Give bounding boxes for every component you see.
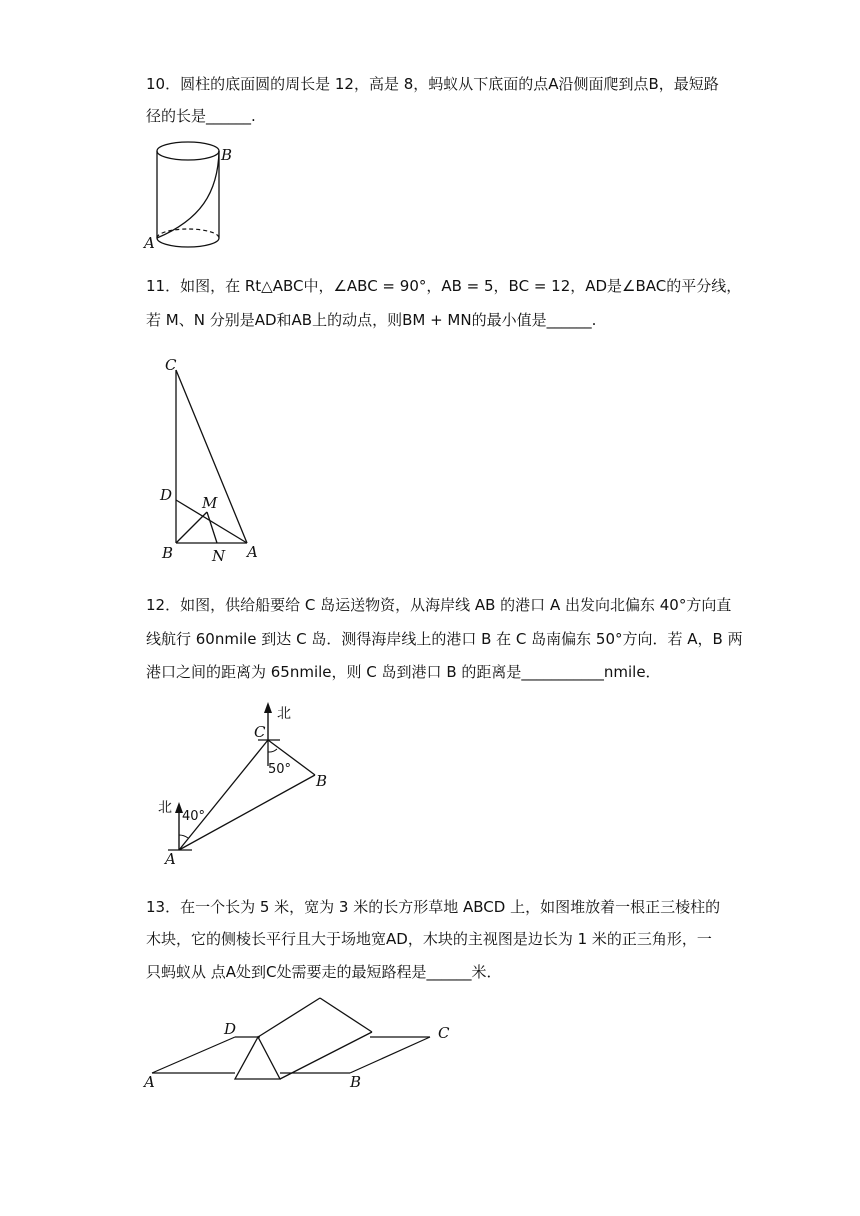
triangle-label-n: N [212,547,226,565]
right-triangle-figure [150,350,270,570]
problem-10-line-2: 径的长是______. [146,107,256,125]
problem-13-line-2: 木块，它的侧棱长平行且大于场地宽AD，木块的主视图是边长为 1 米的正三角形，一 [146,930,712,948]
prism-label-a: A [144,1073,155,1091]
problem-11-line-1: 11．如图，在 Rt△ABC中，∠ABC = 90°，AB = 5，BC = 12，AD是∠BAC的平分线， [146,277,742,295]
triangle-label-a: A [247,543,258,561]
problem-12-line-2: 线航行 60nmile 到达 C 岛．测得海岸线上的港口 B 在 C 岛南偏东 50°方向．若 A，B 两 [146,630,743,648]
prism-label-c: C [438,1024,450,1042]
angle-label-40: 40° [182,809,206,824]
cylinder-label-a: A [144,234,155,252]
problem-13-line-1: 13．在一个长为 5 米，宽为 3 米的长方形草地 ABCD 上，如图堆放着一根正三棱柱的 [146,898,721,916]
prism-label-b: B [350,1073,362,1091]
angle-label-50: 50° [268,762,292,777]
triangle-label-m: M [202,494,218,512]
triangle-label-c: C [165,356,177,374]
cylinder-label-b: B [221,146,233,164]
problem-12-line-3: 港口之间的距离为 65nmile，则 C 岛到港口 B 的距离是___________nmile． [146,663,661,681]
triangle-label-d: D [160,486,173,504]
nav-label-c: C [254,723,266,741]
problem-10-line-1: 10．圆柱的底面圆的周长是 12，高是 8，蚂蚁从下底面的点A沿侧面爬到点B，最短路 [146,75,719,93]
north-label-c: 北 [277,706,291,722]
problem-12-line-1: 12．如图，供给船要给 C 岛运送物资，从海岸线 AB 的港口 A 出发向北偏东 40°方向直 [146,596,732,614]
cylinder-figure [140,138,250,258]
problem-11-line-2: 若 M、N 分别是AD和AB上的动点，则BM + MN的最小值是______. [146,311,597,329]
north-label-a: 北 [158,800,172,816]
triangle-label-b: B [162,544,174,562]
prism-figure [140,990,470,1095]
nav-label-a: A [165,850,176,868]
nav-label-b: B [316,772,328,790]
navigation-figure [150,700,340,870]
problem-13-line-3: 只蚂蚁从 点A处到C处需要走的最短路程是______米． [146,963,502,981]
prism-label-d: D [224,1020,237,1038]
